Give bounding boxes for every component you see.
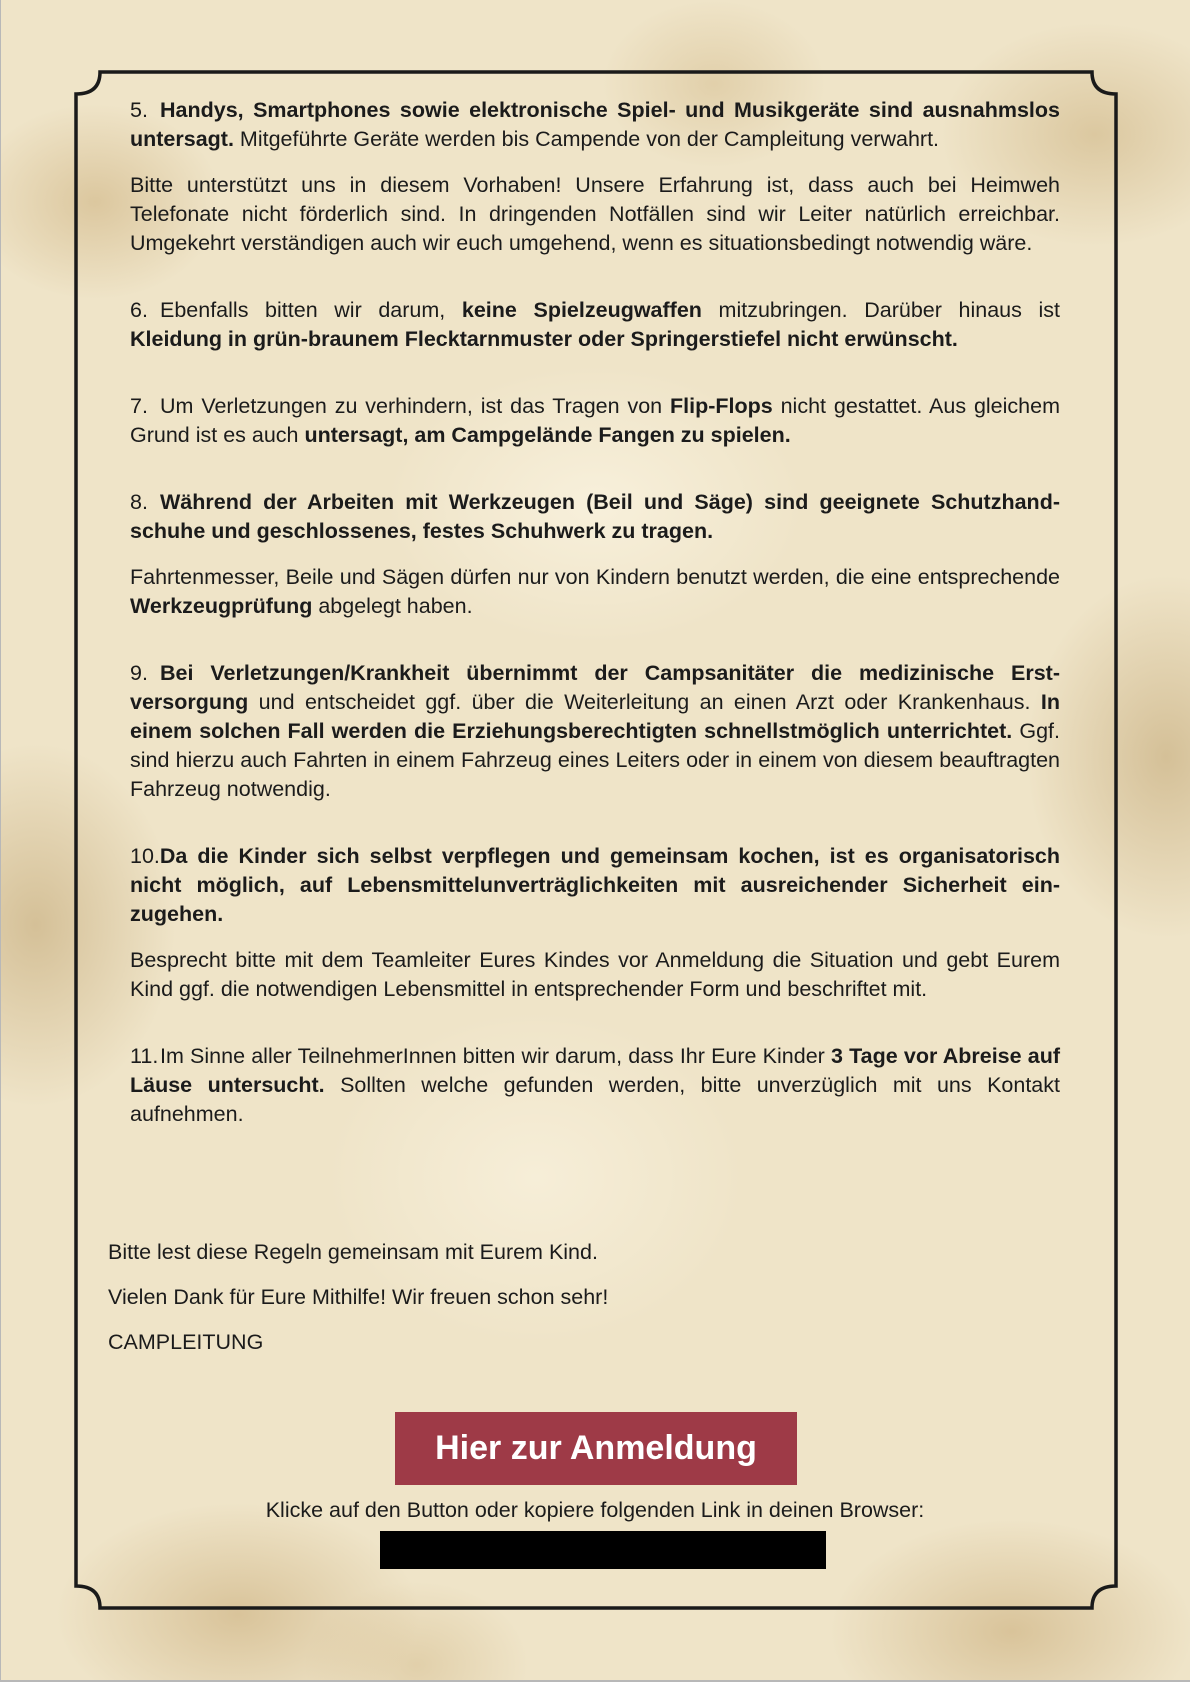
rule-11-bold: 3 Tage vor Abreise auf Läuse untersucht. <box>130 1044 1061 1097</box>
rule-6 <box>130 296 1060 354</box>
redacted-link[interactable] <box>380 1531 826 1569</box>
rule-number: 5. <box>130 98 148 122</box>
rule-6-text2: mitzubringen. Darüber hinaus ist <box>701 298 1060 322</box>
rule-6-text1: Ebenfalls bitten wir darum, <box>160 298 462 322</box>
rule-8-paragraph-text2: abgelegt haben. <box>312 594 473 618</box>
rule-8-paragraph-bold: Werkzeugprüfung <box>130 594 313 618</box>
rule-number: 9. <box>130 661 148 685</box>
closing-section <box>108 1238 1008 1373</box>
rule-10-paragraph: Besprecht bitte mit dem Teamleiter Eures Kindes vor Anmeldung die Situation und gebt Eurem Kind ggf. die notwendigen Lebensmittel in entsprechender Form und beschriftet mit. <box>130 948 1060 1001</box>
closing-line-2: Vielen Dank für Eure Mithilfe! Wir freuen schon sehr! <box>108 1285 609 1309</box>
rule-9 <box>130 659 1060 804</box>
rule-number: 8. <box>130 490 148 514</box>
link-hint: Klicke auf den Button oder kopiere folgenden Link in deinen Browser: <box>265 1498 925 1522</box>
rule-9-text1: und entscheidet ggf. über die Weiterleitung an einen Arzt oder Krankenhaus. <box>248 690 1041 714</box>
rule-11 <box>130 1042 1060 1129</box>
rule-11-text2: Sollten welche gefunden werden, bitte unverzüglich mit uns Kontakt aufnehmen. <box>130 1073 1060 1126</box>
page-edge-left <box>0 0 1 1682</box>
rule-11-text1: Im Sinne aller TeilnehmerInnen bitten wir darum, dass Ihr Eure Kinder <box>160 1044 831 1068</box>
rule-number: 6. <box>130 298 148 322</box>
rule-8-paragraph <box>130 563 1060 621</box>
rule-number: 7. <box>130 394 148 418</box>
rule-8-paragraph-text1: Fahrtenmesser, Beile und Sägen dürfen nur von Kindern benutzt werden, die eine entsprechende <box>130 565 1060 589</box>
rule-number: 11. <box>130 1044 159 1068</box>
rule-10-bold: Da die Kinder sich selbst verpflegen und gemeinsam kochen, ist es organisatorisch nicht möglich, auf Lebensmittelunverträglichkeiten mit ausreichender Sicherheit einzugehen. <box>130 844 1060 926</box>
rule-6-bold1: keine Spielzeugwaffen <box>461 298 702 322</box>
rule-7-text1: Um Verletzungen zu verhindern, ist das Tragen von <box>160 394 671 418</box>
rule-7-bold2: untersagt, am Campgelände Fangen zu spielen. <box>304 423 791 447</box>
rules-content <box>130 96 1060 1146</box>
rule-6-bold2: Kleidung in grün-braunem Flecktarnmuster oder Springerstiefel nicht erwünscht. <box>130 327 958 351</box>
rule-9-text2: Ggf. sind hierzu auch Fahrten in einem Fahrzeug eines Leiters oder in einem von diesem beauftragten Fahrzeug notwendig. <box>130 719 1060 801</box>
rule-9-bold2: In einem solchen Fall werden die Erziehungsberechtigten schnellstmöglich unterrichtet. <box>130 690 1060 743</box>
rule-7-text2: nicht gestattet. Aus gleichem Grund ist es auch <box>130 394 1060 447</box>
rule-5-paragraph: Bitte unterstützt uns in diesem Vorhaben! Unsere Erfahrung ist, dass auch bei Heimweh Telefonate nicht förderlich sind. In dringenden Notfällen sind wir Leiter natürlich erreichbar. Umgekehrt verständigen auch wir euch umgehend, wenn es situationsbedingt notwendig wäre. <box>130 173 1060 255</box>
rule-9-bold1: Bei Verletzungen/Krankheit übernimmt der Campsanitäter die medizinische Erstversorgung <box>130 661 1060 714</box>
rule-7 <box>130 392 1060 450</box>
rule-5 <box>130 96 1060 154</box>
closing-line-1: Bitte lest diese Regeln gemeinsam mit Eurem Kind. <box>108 1240 598 1264</box>
rule-8-bold: Während der Arbeiten mit Werkzeugen (Beil und Säge) sind geeignete Schutzhandschuhe und geschlossenes, festes Schuhwerk zu tragen. <box>130 490 1060 543</box>
rule-10 <box>130 842 1060 929</box>
rule-number: 10. <box>130 844 160 868</box>
rule-5-text: Mitgeführte Geräte werden bis Campende von der Campleitung verwahrt. <box>233 127 940 151</box>
signature: CAMPLEITUNG <box>108 1330 264 1354</box>
rule-8 <box>130 488 1060 546</box>
rule-5-bold: Handys, Smartphones sowie elektronische Spiel- und Musikgeräte sind ausnahmslos untersagt. <box>130 98 1060 151</box>
rule-7-bold1: Flip-Flops <box>670 394 773 418</box>
register-button[interactable]: Hier zur Anmeldung <box>395 1412 797 1485</box>
